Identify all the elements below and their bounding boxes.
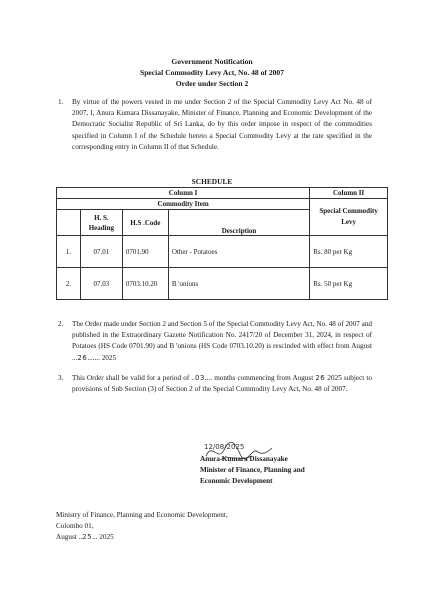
column1-header: Column I bbox=[57, 188, 310, 199]
column2-header: Column II bbox=[310, 188, 388, 199]
signatory-name: Anura Kumara Dissanayake bbox=[200, 455, 288, 463]
order-title: Order under Section 2 bbox=[175, 79, 249, 88]
description-header: Description bbox=[168, 210, 309, 236]
para3-number: 3. bbox=[58, 374, 64, 382]
hs-code-header: H.S .Code bbox=[122, 210, 168, 236]
row-description: B 'onions bbox=[168, 268, 309, 300]
footer-date: August ..25... 2025 bbox=[56, 533, 114, 541]
row-number: 2. bbox=[57, 268, 81, 300]
handwritten-day: 26 bbox=[77, 353, 88, 362]
hs-heading-header: H. S. Heading bbox=[80, 210, 122, 236]
table-row bbox=[57, 268, 388, 300]
row-number: 1. bbox=[57, 236, 81, 268]
para3-text: This Order shall be valid for a period of ..03.... months commencing from August 26 2025 subject to provisions of Sub Section (3) of Section 2 of the Special Commodity Levy Act, No. 48 of 2007. bbox=[72, 374, 372, 394]
row-code: 0701.90 bbox=[122, 236, 168, 268]
blank-cell bbox=[57, 210, 81, 236]
signatory-title: Economic Development bbox=[200, 477, 273, 485]
handwritten-months: 03 bbox=[194, 374, 205, 382]
para1-number: 1. bbox=[58, 98, 64, 106]
row-heading: 07.03 bbox=[80, 268, 122, 300]
svg-text:12/08/2025: 12/08/2025 bbox=[204, 443, 245, 451]
commodity-item-header: Commodity Item bbox=[57, 199, 310, 210]
schedule-table bbox=[56, 187, 388, 300]
act-title: Special Commodity Levy Act, No. 48 of 2007 bbox=[139, 68, 285, 77]
ministry-address: Ministry of Finance, Planning and Economic Development, bbox=[56, 511, 228, 519]
row-heading: 07.01 bbox=[80, 236, 122, 268]
para2-text: The Order made under Section 2 and Section 5 of the Special Commodity Levy Act, No. 48 of 2007 and published in the Extraordinary Gazette Notification No. 2417/20 of December 31, 2024, in respect of Potatoes (HS Code 0701.90) and B 'onions (HS Code 0703.10.20) is rescinded with effect from August ...26....... 2025 bbox=[72, 320, 373, 362]
handwritten-day: 26 bbox=[315, 374, 326, 382]
handwritten-date-day: 25 bbox=[82, 533, 93, 541]
notification-title: Government Notification bbox=[171, 57, 253, 66]
row-levy: Rs. 80 per Kg bbox=[310, 236, 388, 268]
row-levy: Rs. 50 per Kg bbox=[310, 268, 388, 300]
para2-number: 2. bbox=[58, 320, 64, 328]
para1-text: By virtue of the powers vested in me under Section 2 of the Special Commodity Levy Act No. 48 of 2007, I, Anura Kumara Dissanayake, Minister of Finance, Planning and Economic Development of the Democratic Socialist Republic of Sri Lanka, do by this order impose in respect of the commodities specified in Column I of the Schedule hereto a Special Commodity Levy at the rate specified in the corresponding entry in Column II of that Schedule. bbox=[72, 98, 372, 151]
row-code: 0703.10.20 bbox=[122, 268, 168, 300]
schedule-title: SCHEDULE bbox=[191, 177, 233, 186]
row-description: Other - Potatoes bbox=[168, 236, 309, 268]
table-row bbox=[57, 236, 388, 268]
signatory-block bbox=[200, 454, 305, 487]
levy-header: Special Commodity Levy bbox=[310, 199, 388, 236]
city: Colombo 01, bbox=[56, 522, 94, 530]
signatory-title: Minister of Finance, Planning and bbox=[200, 466, 305, 474]
